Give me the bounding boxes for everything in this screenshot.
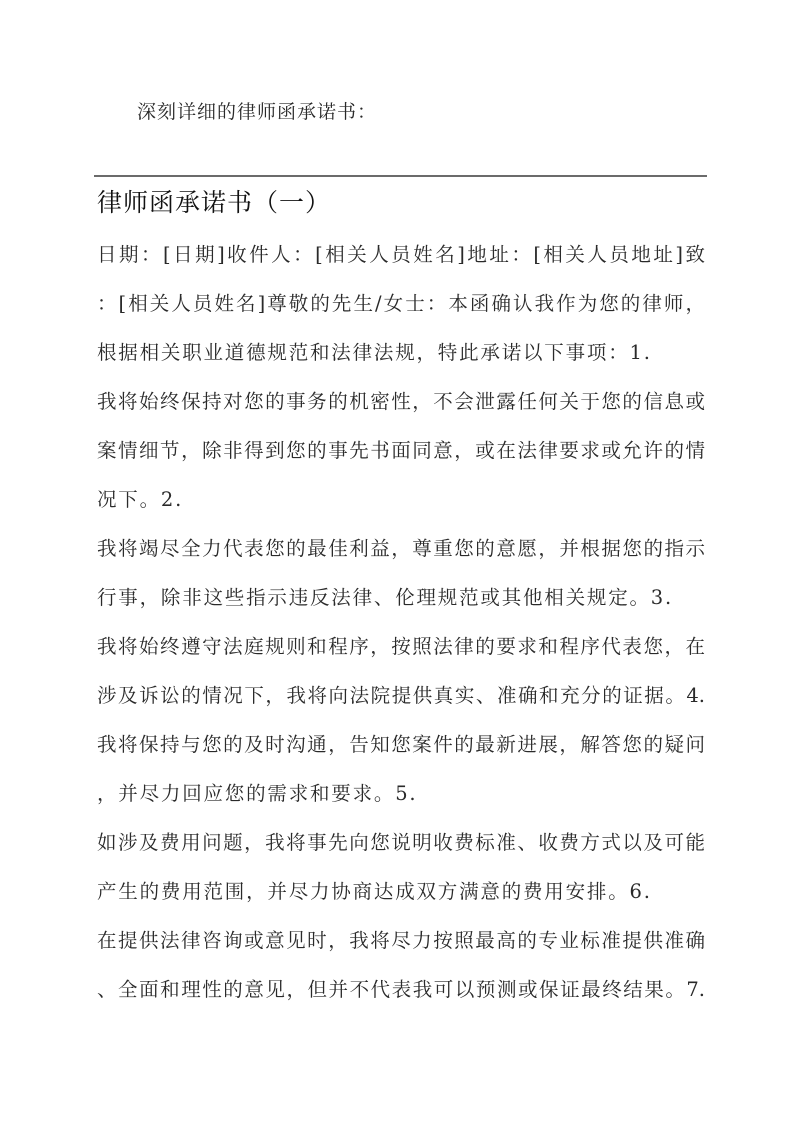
letter-body	[97, 230, 705, 1014]
body-line: 况下。2.	[97, 488, 184, 511]
body-line: 我将保持与您的及时沟通，告知您案件的最新进展，解答您的疑问	[97, 733, 705, 756]
body-line: 我将竭尽全力代表您的最佳利益，尊重您的意愿，并根据您的指示	[97, 537, 705, 560]
body-line: 行事，除非这些指示违反法律、伦理规范或其他相关规定。3.	[97, 586, 674, 609]
body-line: 根据相关职业道德规范和法律法规，特此承诺以下事项：1.	[97, 341, 652, 364]
section-heading: 律师函承诺书（一）	[97, 188, 332, 217]
body-line: 案情细节，除非得到您的事先书面同意，或在法律要求或允许的情	[97, 439, 705, 462]
body-line: ：[相关人员姓名]尊敬的先生/女士：本函确认我作为您的律师，	[97, 292, 705, 315]
intro-text: 深刻详细的律师函承诺书：	[137, 101, 378, 123]
body-line: 、全面和理性的意见，但并不代表我可以预测或保证最终结果。7.	[97, 978, 705, 1001]
body-line: 在提供法律咨询或意见时，我将尽力按照最高的专业标准提供准确	[97, 929, 705, 952]
body-line: 日期：[日期]收件人：[相关人员姓名]地址：[相关人员地址]致	[97, 243, 705, 266]
body-line: 我将始终保持对您的事务的机密性，不会泄露任何关于您的信息或	[97, 390, 705, 413]
body-line: 产生的费用范围，并尽力协商达成双方满意的费用安排。6.	[97, 880, 652, 903]
body-line: 我将始终遵守法庭规则和程序，按照法律的要求和程序代表您，在	[97, 635, 705, 658]
body-line: 如涉及费用问题，我将事先向您说明收费标准、收费方式以及可能	[97, 831, 705, 854]
horizontal-divider	[94, 175, 707, 177]
body-line: 涉及诉讼的情况下，我将向法院提供真实、准确和充分的证据。4.	[97, 684, 705, 707]
body-line: ，并尽力回应您的需求和要求。5.	[97, 782, 418, 805]
